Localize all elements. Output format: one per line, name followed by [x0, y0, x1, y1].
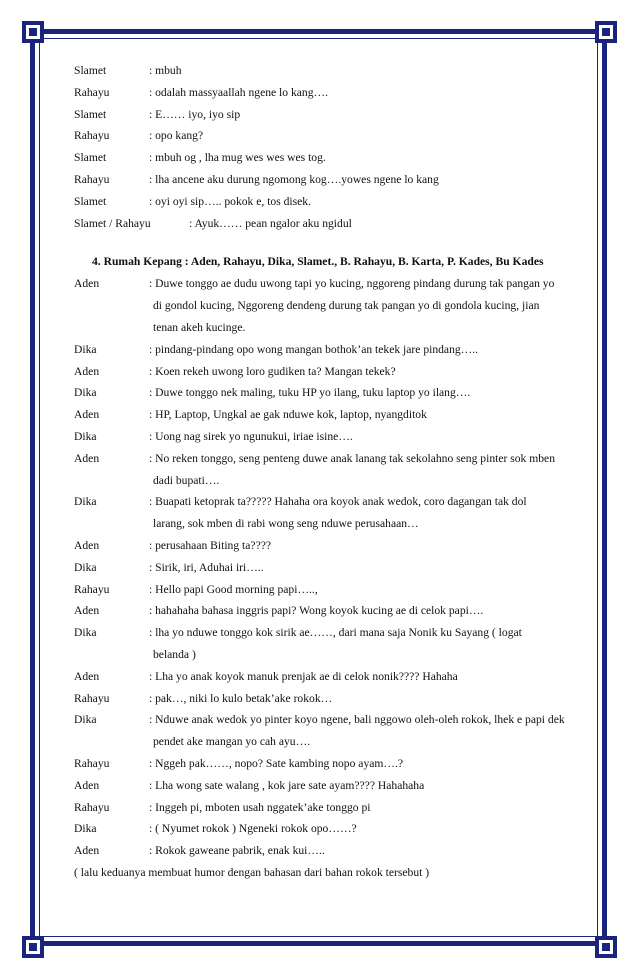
speaker-name: Slamet — [74, 64, 107, 77]
speaker-name: Rahayu — [74, 85, 110, 99]
speaker-name: Rahayu — [74, 129, 110, 143]
dialogue-text: : opo kang? — [149, 129, 204, 143]
speaker-name: Slamet / Rahayu — [74, 216, 151, 230]
dialogue-line — [74, 361, 588, 383]
dialogue-line — [74, 775, 588, 797]
dialogue-line-continuation — [74, 644, 588, 666]
speaker-name: Aden — [74, 364, 100, 378]
dialogue-line — [74, 60, 588, 82]
dialogue-line — [74, 339, 588, 361]
speaker-name: Rahayu — [74, 691, 110, 705]
scene-heading-row — [74, 247, 588, 273]
closing-note: ( lalu keduanya membuat humor dengan bahasan dari bahan rokok tersebut ) — [74, 865, 430, 879]
dialogue-text: : perusahaan Biting ta???? — [149, 538, 272, 552]
dialogue-text: : odalah massyaallah ngene lo kang…. — [149, 85, 329, 99]
corner-ornament-bottom-left — [22, 936, 44, 958]
dialogue-text: : hahahaha bahasa inggris papi? Wong koyok kucing ae di celok papi…. — [149, 604, 484, 618]
dialogue-text: : Ayuk…… pean ngalor aku ngidul — [189, 216, 352, 230]
dialogue-line — [74, 147, 588, 169]
dialogue-text: : mbuh — [149, 64, 182, 77]
dialogue-line-continuation — [74, 295, 588, 317]
dialogue-line — [74, 818, 588, 840]
dialogue-text: : pindang-pindang opo wong mangan bothok’an tekek jare pindang….. — [149, 342, 479, 356]
dialogue-line — [74, 666, 588, 688]
speaker-name: Dika — [74, 342, 97, 356]
dialogue-text: : Nggeh pak……, nopo? Sate kambing nopo ayam….? — [149, 756, 404, 770]
speaker-name: Aden — [74, 844, 100, 858]
speaker-name: Aden — [74, 277, 100, 291]
dialogue-text-continuation: dadi bupati…. — [153, 473, 220, 487]
speaker-name: Rahayu — [74, 582, 110, 596]
dialogue-text: : Duwe tonggo ae dudu uwong tapi yo kucing, nggoreng pindang durung tak pangan yo — [149, 277, 555, 291]
script-content — [74, 60, 588, 910]
dialogue-text: : lha yo nduwe tonggo kok sirik ae……, dari mana saja Nonik ku Sayang ( logat — [149, 626, 522, 640]
speaker-name: Slamet — [74, 194, 107, 208]
speaker-name: Rahayu — [74, 172, 110, 186]
dialogue-text: : Rokok gaweane pabrik, enak kui….. — [149, 844, 325, 858]
speaker-name: Aden — [74, 408, 100, 422]
dialogue-text: : Inggeh pi, mboten usah nggatek’ake tonggo pi — [149, 800, 371, 814]
dialogue-line — [74, 448, 588, 470]
speaker-name: Dika — [74, 429, 97, 443]
speaker-name: Dika — [74, 626, 97, 640]
speaker-name: Aden — [74, 778, 100, 792]
dialogue-text: : Hello papi Good morning papi….., — [149, 582, 318, 596]
corner-ornament-top-left — [22, 21, 44, 43]
dialogue-line — [74, 600, 588, 622]
dialogue-text: : Nduwe anak wedok yo pinter koyo ngene, bali nggowo oleh-oleh rokok, lhek e papi dek — [149, 713, 565, 727]
speaker-name: Dika — [74, 713, 97, 727]
dialogue-text: : pak…, niki lo kulo betak’ake rokok… — [149, 691, 333, 705]
dialogue-text: : HP, Laptop, Ungkal ae gak nduwe kok, laptop, nyangditok — [149, 408, 427, 422]
speaker-name: Aden — [74, 604, 100, 618]
speaker-name: Slamet — [74, 151, 107, 165]
dialogue-part-1 — [74, 60, 588, 234]
dialogue-line — [74, 535, 588, 557]
dialogue-text: : Duwe tonggo nek maling, tuku HP yo ilang, tuku laptop yo ilang…. — [149, 386, 471, 400]
dialogue-text-continuation: tenan akeh kucinge. — [153, 320, 246, 334]
dialogue-line-continuation — [74, 470, 588, 492]
dialogue-line — [74, 104, 588, 126]
dialogue-text-continuation: larang, sok mben di rabi wong seng nduwe perusahaan… — [153, 517, 419, 531]
speaker-name: Rahayu — [74, 800, 110, 814]
dialogue-text: : Buapati ketoprak ta????? Hahaha ora koyok anak wedok, coro dagangan tak dol — [149, 495, 527, 509]
dialogue-text: : Lha wong sate walang , kok jare sate ayam???? Hahahaha — [149, 778, 425, 792]
dialogue-text: : Uong nag sirek yo ngunukui, iriae isine…. — [149, 429, 353, 443]
dialogue-text: : mbuh og , lha mug wes wes wes tog. — [149, 151, 326, 165]
dialogue-line — [74, 82, 588, 104]
dialogue-line — [74, 753, 588, 775]
dialogue-line — [74, 840, 588, 862]
dialogue-line-continuation — [74, 731, 588, 753]
dialogue-line — [74, 169, 588, 191]
speaker-name: Dika — [74, 560, 97, 574]
dialogue-line — [74, 688, 588, 710]
dialogue-line — [74, 273, 588, 295]
speaker-name: Rahayu — [74, 756, 110, 770]
dialogue-line — [74, 404, 588, 426]
dialogue-text-continuation: pendet ake mangan yo cah ayu…. — [153, 735, 311, 749]
dialogue-text-continuation: di gondol kucing, Nggoreng dendeng durung tak pangan yo di gondola kucing, jian — [153, 299, 540, 313]
corner-ornament-bottom-right — [595, 936, 617, 958]
dialogue-line — [74, 426, 588, 448]
dialogue-line — [74, 491, 588, 513]
dialogue-line — [74, 709, 588, 731]
dialogue-line — [74, 579, 588, 601]
dialogue-line — [74, 797, 588, 819]
speaker-name: Dika — [74, 495, 97, 509]
dialogue-text-continuation: belanda ) — [153, 647, 196, 661]
speaker-name: Dika — [74, 822, 97, 836]
closing-note-row — [74, 862, 588, 884]
dialogue-text: : oyi oyi sip….. pokok e, tos disek. — [149, 194, 311, 208]
dialogue-text: : Koen rekeh uwong loro gudiken ta? Mangan tekek? — [149, 364, 396, 378]
speaker-name: Aden — [74, 451, 100, 465]
dialogue-text: : ( Nyumet rokok ) Ngeneki rokok opo……? — [149, 822, 357, 836]
scene-heading: 4. Rumah Kepang : Aden, Rahayu, Dika, Slamet., B. Rahayu, B. Karta, P. Kades, Bu Kades — [92, 255, 544, 269]
speaker-name: Slamet — [74, 107, 107, 121]
dialogue-text: : E…… iyo, iyo sip — [149, 107, 241, 121]
corner-ornament-top-right — [595, 21, 617, 43]
dialogue-part-2 — [74, 273, 588, 862]
dialogue-line — [74, 557, 588, 579]
dialogue-text: : No reken tonggo, seng penteng duwe anak lanang tak sekolahno seng pinter sok mben — [149, 451, 556, 465]
speaker-name: Aden — [74, 669, 100, 683]
dialogue-line-continuation — [74, 513, 588, 535]
dialogue-text: : Sirik, iri, Aduhai iri….. — [149, 560, 264, 574]
dialogue-line — [74, 191, 588, 213]
dialogue-line — [74, 382, 588, 404]
dialogue-line-continuation — [74, 317, 588, 339]
speaker-name: Dika — [74, 386, 97, 400]
speaker-name: Aden — [74, 538, 100, 552]
dialogue-line — [74, 622, 588, 644]
dialogue-text: : lha ancene aku durung ngomong kog….yowes ngene lo kang — [149, 172, 439, 186]
dialogue-text: : Lha yo anak koyok manuk prenjak ae di celok nonik???? Hahaha — [149, 669, 458, 683]
dialogue-line — [74, 125, 588, 147]
dialogue-line — [74, 213, 588, 235]
